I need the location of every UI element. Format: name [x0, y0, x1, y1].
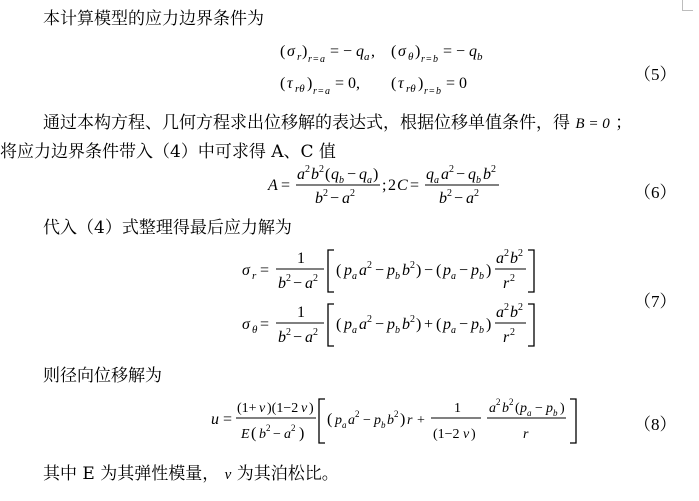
svg-text:a: a: [434, 175, 439, 186]
svg-text:rθ: rθ: [295, 83, 305, 95]
svg-text:a: a: [451, 271, 456, 282]
svg-text:q: q: [468, 166, 476, 183]
svg-text:(: (: [336, 316, 342, 333]
svg-text:): ): [418, 75, 424, 92]
svg-text:): ): [400, 411, 406, 428]
svg-text:r: r: [252, 270, 257, 282]
svg-text:=: =: [318, 86, 324, 97]
svg-text:): ): [299, 425, 305, 442]
svg-text:;: ;: [382, 177, 387, 194]
svg-text:q: q: [469, 43, 477, 60]
svg-text:= 0,: = 0,: [335, 75, 361, 92]
equation-number-7: （7）: [634, 292, 677, 311]
svg-text:(: (: [251, 425, 257, 442]
paragraph-displacement-end: ；: [615, 113, 633, 133]
svg-text:=: =: [426, 54, 432, 65]
svg-text:b: b: [339, 175, 344, 186]
paragraph-boundary-conditions: 本计算模型的应力边界条件为: [43, 9, 264, 29]
svg-text:b: b: [259, 427, 266, 442]
svg-text:)(1−2: )(1−2: [267, 401, 299, 416]
svg-text:b: b: [278, 275, 286, 292]
svg-text:a: a: [527, 408, 532, 418]
svg-text:p: p: [443, 262, 451, 279]
svg-text:a: a: [466, 190, 474, 207]
svg-text:2: 2: [504, 302, 509, 313]
svg-text:): ): [302, 43, 308, 60]
svg-text:q: q: [331, 166, 339, 183]
equation-number-8: （8）: [634, 415, 677, 434]
svg-text:+: +: [417, 413, 425, 428]
svg-text:p: p: [443, 316, 451, 333]
svg-text:ν: ν: [259, 401, 266, 416]
svg-text:2: 2: [313, 327, 318, 338]
svg-text:a: a: [348, 413, 355, 428]
svg-text:b: b: [483, 166, 491, 183]
svg-text:−: −: [459, 316, 469, 333]
svg-text:a: a: [342, 190, 350, 207]
svg-text:b: b: [315, 190, 323, 207]
svg-text:b: b: [553, 408, 558, 418]
svg-text:−: −: [347, 166, 357, 183]
paragraph-substitute-boundary: 将应力边界条件带入（4）中可求得 A、C 值: [0, 142, 336, 162]
svg-text:a: a: [359, 316, 367, 333]
svg-text:p: p: [344, 316, 352, 333]
svg-text:q: q: [356, 43, 364, 60]
paragraph-displacement-condition: [43, 113, 632, 134]
svg-text:ν: ν: [463, 427, 470, 442]
svg-text:−: −: [459, 262, 469, 279]
svg-text:−: −: [535, 401, 543, 416]
svg-text:q: q: [359, 166, 367, 183]
svg-text:2: 2: [447, 188, 452, 199]
svg-text:(1+: (1+: [237, 401, 257, 416]
svg-text:): ): [307, 75, 313, 92]
svg-text:a: a: [342, 420, 347, 430]
svg-text:σ: σ: [398, 43, 406, 60]
svg-text:a: a: [364, 51, 370, 63]
svg-text:a: a: [359, 262, 367, 279]
svg-text:p: p: [520, 401, 527, 416]
svg-text:−: −: [454, 190, 464, 207]
svg-text:b: b: [479, 325, 484, 336]
paragraph-displacement-text: 通过本构方程、几何方程求出位移解的表达式，根据位移单值条件，得: [43, 113, 570, 133]
svg-text:2: 2: [286, 327, 291, 338]
svg-text:): ): [416, 262, 422, 279]
svg-text:a: a: [367, 175, 372, 186]
svg-text:p: p: [344, 262, 352, 279]
svg-text:p: p: [546, 401, 553, 416]
svg-text:a: a: [496, 304, 504, 321]
svg-text:1: 1: [297, 250, 305, 267]
svg-text:2: 2: [410, 260, 415, 271]
svg-text:): ): [373, 166, 379, 183]
svg-text:−: −: [456, 166, 466, 183]
svg-text:p: p: [387, 262, 395, 279]
equation-5: [270, 36, 500, 98]
svg-text:(: (: [325, 166, 331, 183]
svg-text:p: p: [387, 316, 395, 333]
svg-text:(1−2: (1−2: [433, 427, 460, 442]
svg-text:=: =: [281, 177, 291, 194]
svg-text:a: a: [297, 166, 305, 183]
svg-text:−: −: [330, 190, 340, 207]
svg-text:b: b: [436, 86, 441, 97]
svg-text:): ): [416, 316, 422, 333]
svg-text:a: a: [496, 250, 504, 267]
svg-text:2: 2: [323, 188, 328, 199]
svg-text:(: (: [436, 316, 442, 333]
svg-text:C: C: [397, 177, 408, 194]
svg-text:2: 2: [474, 188, 479, 199]
svg-text:2: 2: [504, 248, 509, 259]
svg-text:b: b: [402, 316, 410, 333]
svg-text:p: p: [471, 316, 479, 333]
svg-text:): ): [471, 427, 476, 442]
svg-text:): ): [486, 262, 492, 279]
svg-text:): ): [309, 401, 314, 416]
svg-text:2: 2: [496, 397, 501, 407]
svg-text:a: a: [489, 401, 496, 416]
svg-text:r: r: [421, 54, 425, 65]
svg-text:2: 2: [350, 188, 355, 199]
paragraph-stress-solution: 代入（4）式整理得最后应力解为: [43, 218, 292, 238]
svg-text:τ: τ: [287, 75, 293, 92]
svg-text:r: r: [313, 86, 317, 97]
svg-text:): ): [560, 401, 565, 416]
svg-text:2: 2: [410, 314, 415, 325]
svg-text:−: −: [375, 316, 385, 333]
svg-text:θ: θ: [408, 51, 414, 63]
svg-text:2: 2: [266, 423, 271, 433]
svg-text:a: a: [451, 325, 456, 336]
svg-text:2: 2: [510, 327, 515, 338]
svg-text:2: 2: [319, 164, 324, 175]
svg-text:b: b: [381, 420, 386, 430]
paragraph-material-constants: [43, 464, 339, 485]
svg-text:p: p: [335, 413, 342, 428]
svg-text:−: −: [273, 427, 281, 442]
svg-text:−: −: [424, 262, 434, 279]
svg-text:(: (: [436, 262, 442, 279]
svg-text:=: =: [313, 54, 319, 65]
svg-text:r: r: [308, 54, 312, 65]
svg-text:b: b: [395, 325, 400, 336]
svg-text:+: +: [424, 316, 434, 333]
svg-text:=: =: [223, 411, 233, 428]
inline-math-nu: ν: [224, 467, 232, 483]
svg-text:=: =: [260, 316, 270, 333]
svg-text:σ: σ: [242, 316, 250, 333]
svg-text:r: r: [297, 51, 302, 63]
svg-text:b: b: [433, 54, 438, 65]
svg-text:2: 2: [491, 164, 496, 175]
svg-text:τ: τ: [398, 75, 404, 92]
svg-text:(: (: [391, 75, 397, 92]
svg-text:A: A: [268, 177, 278, 194]
svg-text:r: r: [407, 413, 413, 428]
svg-text:r: r: [523, 427, 529, 442]
svg-text:r: r: [503, 275, 510, 292]
svg-text:−: −: [363, 413, 371, 428]
svg-text:a: a: [284, 427, 291, 442]
svg-text:b: b: [439, 190, 447, 207]
svg-text:a: a: [441, 166, 449, 183]
svg-text:= −: = −: [330, 43, 353, 60]
svg-text:= −: = −: [443, 43, 466, 60]
equation-6: [263, 163, 523, 209]
svg-text:b: b: [311, 166, 319, 183]
svg-text:E: E: [241, 427, 250, 442]
svg-text:b: b: [387, 413, 394, 428]
svg-text:−: −: [293, 329, 303, 346]
paragraph-radial-displacement: 则径向位移解为: [43, 366, 162, 386]
svg-text:2: 2: [518, 302, 523, 313]
svg-text:1: 1: [297, 304, 305, 321]
svg-text:2: 2: [305, 164, 310, 175]
svg-text:2: 2: [291, 423, 296, 433]
svg-text:= 0: = 0: [446, 75, 468, 92]
svg-text:a: a: [352, 325, 357, 336]
svg-text:b: b: [510, 304, 518, 321]
svg-text:b: b: [476, 175, 481, 186]
inline-math-b-zero: B = 0: [575, 116, 610, 132]
svg-text:ν: ν: [301, 401, 308, 416]
svg-text:σ: σ: [242, 262, 250, 279]
svg-text:(: (: [280, 75, 286, 92]
paragraph-material-text: 其中 E 为其弹性模量，: [43, 464, 220, 484]
equation-number-5: （5）: [634, 65, 677, 84]
svg-text:,: ,: [371, 43, 375, 60]
svg-text:=: =: [410, 177, 420, 194]
svg-text:2: 2: [367, 260, 372, 271]
svg-text:): ): [415, 43, 421, 60]
svg-text:2: 2: [388, 177, 396, 194]
svg-text:p: p: [471, 262, 479, 279]
page-corner-mark: [682, 0, 693, 11]
paragraph-material-end: 为其泊松比。: [236, 464, 339, 484]
equation-7: [238, 245, 568, 353]
svg-text:2: 2: [510, 273, 515, 284]
svg-text:b: b: [278, 329, 286, 346]
svg-text:a: a: [325, 86, 330, 97]
svg-text:−: −: [293, 275, 303, 292]
svg-text:(: (: [391, 43, 397, 60]
svg-text:b: b: [477, 51, 483, 63]
svg-text:b: b: [395, 271, 400, 282]
svg-text:a: a: [305, 329, 313, 346]
svg-text:a: a: [320, 54, 325, 65]
svg-text:θ: θ: [252, 324, 258, 336]
equation-number-6: （6）: [634, 183, 677, 202]
svg-text:2: 2: [394, 409, 399, 419]
svg-text:(: (: [280, 43, 286, 60]
svg-text:rθ: rθ: [406, 83, 416, 95]
svg-text:u: u: [211, 411, 219, 428]
svg-text:a: a: [305, 275, 313, 292]
svg-text:=: =: [429, 86, 435, 97]
svg-text:b: b: [402, 262, 410, 279]
svg-text:p: p: [374, 413, 381, 428]
svg-text:(: (: [327, 411, 333, 428]
svg-text:b: b: [479, 271, 484, 282]
svg-text:2: 2: [367, 314, 372, 325]
svg-text:1: 1: [454, 401, 461, 416]
svg-text:=: =: [260, 262, 270, 279]
svg-text:2: 2: [313, 273, 318, 284]
svg-text:a: a: [352, 271, 357, 282]
svg-text:b: b: [502, 401, 509, 416]
equation-8: [205, 394, 595, 450]
svg-text:): ): [486, 316, 492, 333]
svg-text:σ: σ: [287, 43, 295, 60]
svg-text:2: 2: [286, 273, 291, 284]
svg-text:2: 2: [518, 248, 523, 259]
svg-text:2: 2: [449, 164, 454, 175]
svg-text:b: b: [510, 250, 518, 267]
svg-text:2: 2: [509, 397, 514, 407]
svg-text:2: 2: [355, 409, 360, 419]
svg-text:−: −: [375, 262, 385, 279]
svg-text:(: (: [515, 401, 520, 416]
svg-text:q: q: [426, 166, 434, 183]
svg-text:(: (: [336, 262, 342, 279]
svg-text:r: r: [503, 329, 510, 346]
svg-text:r: r: [424, 86, 428, 97]
